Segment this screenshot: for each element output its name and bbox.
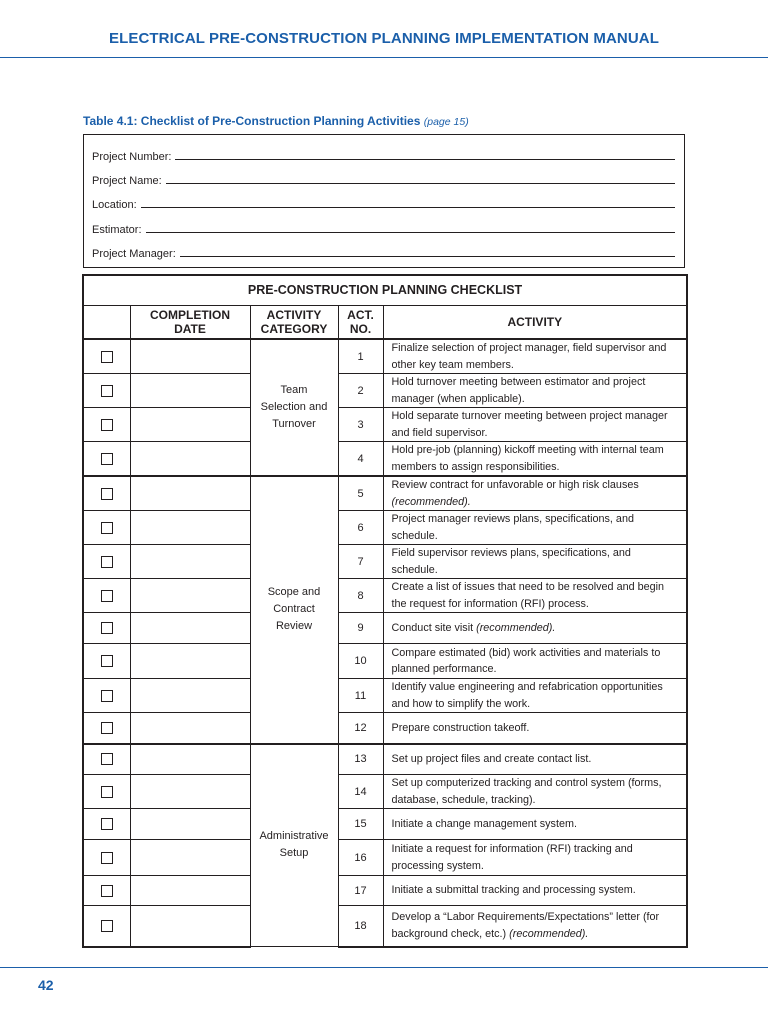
activity-note: (recommended). [391,495,471,508]
checkbox-cell [83,713,130,744]
activity-checkbox[interactable] [101,885,113,897]
checkbox-cell [83,476,130,511]
checkbox-cell [83,876,130,906]
completion-date-cell[interactable] [130,613,250,644]
act-no-header [338,305,383,339]
activity-description-cell [383,374,687,408]
checkbox-cell [83,374,130,408]
checkbox-column-header [83,305,130,339]
activity-category-header-line2: CATEGORY [260,321,328,336]
checkbox-cell [83,579,130,613]
checkbox-cell [83,408,130,442]
activity-number: 12 [338,713,383,744]
checklist-row [83,876,687,906]
checklist-row [83,644,687,679]
activity-number: 16 [338,840,383,876]
table-caption-title: Table 4.1: Checklist of Pre-Construction Planning Activities [83,114,421,128]
checkbox-cell [83,775,130,809]
activity-description: Compare estimated (bid) work activities and materials to planned performance. [391,646,661,675]
project-number-field[interactable] [92,147,675,163]
checklist-row [83,511,687,545]
activity-description-cell [383,644,687,679]
checklist-row [83,679,687,713]
activity-checkbox[interactable] [101,786,113,798]
checkbox-cell [83,613,130,644]
activity-description: Conduct site visit [391,621,474,634]
completion-date-cell[interactable] [130,713,250,744]
checklist-row [83,476,687,511]
completion-date-header [130,305,250,339]
completion-date-cell[interactable] [130,374,250,408]
activity-description-cell [383,876,687,906]
activity-category-line: Turnover [272,418,316,430]
activity-description: Initiate a change management system. [391,817,577,830]
checklist-row [83,713,687,744]
activity-number: 15 [338,809,383,840]
activity-description: Hold separate turnover meeting between project manager and field supervisor. [391,410,668,439]
activity-checkbox[interactable] [101,453,113,465]
location-label: Location: [92,199,137,211]
completion-date-cell[interactable] [130,579,250,613]
checklist-row [83,545,687,579]
completion-date-cell[interactable] [130,840,250,876]
completion-date-cell[interactable] [130,809,250,840]
estimator-field[interactable] [92,220,675,236]
checklist-table [82,274,688,948]
activity-description-cell [383,775,687,809]
checklist-body [83,339,687,947]
project-manager-line[interactable] [180,246,675,257]
activity-number: 8 [338,579,383,613]
activity-description: Initiate a request for information (RFI) tracking and processing system. [391,843,633,872]
activity-description: Set up project files and create contact list. [391,753,592,765]
activity-checkbox[interactable] [101,920,113,932]
activity-checkbox[interactable] [101,385,113,397]
checkbox-cell [83,679,130,713]
checklist-row [83,775,687,809]
checklist-row [83,613,687,644]
checklist-row [83,906,687,947]
activity-number: 18 [338,906,383,947]
checkbox-cell [83,744,130,775]
activity-category-cell [250,476,338,744]
activity-checkbox[interactable] [101,690,113,702]
activity-description: Project manager reviews plans, specifications, and schedule. [391,513,634,542]
footer-rule [0,967,768,968]
activity-header: ACTIVITY [383,305,687,339]
checklist-row [83,744,687,775]
activity-description-cell [383,809,687,840]
activity-checkbox[interactable] [101,655,113,667]
activity-category-line: Review [275,620,313,633]
activity-checkbox[interactable] [101,556,113,568]
running-header: ELECTRICAL PRE-CONSTRUCTION PLANNING IMPLEMENTATION MANUAL [109,30,659,47]
activity-category-cell [250,339,338,476]
activity-checkbox[interactable] [101,351,113,363]
activity-category-line: Administrative [259,830,329,843]
checklist-row [83,374,687,408]
completion-date-cell[interactable] [130,442,250,477]
activity-description-cell [383,744,687,775]
activity-number: 14 [338,775,383,809]
completion-date-cell[interactable] [130,408,250,442]
activity-description: Finalize selection of project manager, field supervisor and other key team members. [391,342,667,371]
activity-description-cell [383,713,687,744]
table-caption [83,114,469,128]
activity-description: Identify value engineering and refabrication opportunities and how to simplify the work. [391,681,663,710]
activity-number: 6 [338,511,383,545]
activity-note: (recommended). [509,927,589,940]
activity-number: 17 [338,876,383,906]
checklist-title: PRE-CONSTRUCTION PLANNING CHECKLIST [83,275,687,305]
activity-number: 1 [338,339,383,374]
activity-category-line: Scope and [267,586,321,599]
activity-checkbox[interactable] [101,622,113,634]
project-number-label: Project Number: [92,151,172,163]
completion-date-cell[interactable] [130,545,250,579]
completion-date-cell[interactable] [130,775,250,809]
activity-description: Prepare construction takeoff. [391,721,530,734]
location-line[interactable] [141,197,675,208]
activity-number: 2 [338,374,383,408]
project-name-line[interactable] [166,173,675,184]
activity-number: 4 [338,442,383,477]
act-no-header-line2: NO. [349,321,372,336]
activity-checkbox[interactable] [101,852,113,864]
activity-category-line: Selection and [260,401,328,413]
estimator-line[interactable] [146,222,675,233]
location-field[interactable] [92,195,675,211]
activity-description: Review contract for unfavorable or high risk clauses [391,479,639,491]
activity-description-cell [383,579,687,613]
activity-description-cell [383,545,687,579]
activity-checkbox[interactable] [101,419,113,431]
activity-number: 9 [338,613,383,644]
completion-date-cell[interactable] [130,744,250,775]
table-caption-page-ref: (page 15) [423,116,469,128]
activity-description-cell [383,408,687,442]
checkbox-cell [83,840,130,876]
checkbox-cell [83,644,130,679]
page-number: 42 [38,977,54,993]
completion-date-cell[interactable] [130,876,250,906]
activity-description-cell [383,679,687,713]
completion-date-cell[interactable] [130,476,250,511]
estimator-label: Estimator: [92,224,142,236]
activity-note: (recommended). [476,621,556,634]
project-number-line[interactable] [175,149,675,160]
activity-number: 11 [338,679,383,713]
project-manager-field[interactable] [92,244,675,260]
activity-category-line: Setup [279,847,309,860]
completion-date-cell[interactable] [130,679,250,713]
activity-checkbox[interactable] [101,722,113,734]
header-rule [0,57,768,58]
activity-checkbox[interactable] [101,488,113,500]
project-manager-label: Project Manager: [92,248,176,260]
activity-description: Create a list of issues that need to be resolved and begin the request for information (RFI) process. [391,581,664,610]
activity-number: 5 [338,476,383,511]
completion-date-header-line2: DATE [174,321,206,336]
completion-date-cell[interactable] [130,906,250,947]
activity-category-cell [250,744,338,947]
completion-date-cell[interactable] [130,644,250,679]
activity-description-cell [383,476,687,511]
activity-number: 3 [338,408,383,442]
checklist-row [83,339,687,374]
activity-checkbox[interactable] [101,818,113,830]
activity-description: Initiate a submittal tracking and processing system. [391,884,636,897]
activity-category-line: Team [280,384,308,396]
activity-description: Hold pre-job (planning) kickoff meeting with internal team members to assign responsibilities. [391,444,664,473]
completion-date-cell[interactable] [130,339,250,374]
activity-description-cell [383,906,687,947]
activity-description: Hold turnover meeting between estimator and project manager (when applicable). [391,376,646,405]
activity-description-cell [383,840,687,876]
act-no-header-line1: ACT. [347,307,374,322]
activity-description: Set up computerized tracking and control system (forms, database, schedule, tracking). [391,777,662,806]
checkbox-cell [83,906,130,947]
checkbox-cell [83,442,130,477]
activity-category-header [250,305,338,339]
activity-category-header-line1: ACTIVITY [266,307,322,322]
checklist-row [83,840,687,876]
checklist-row [83,442,687,477]
project-name-label: Project Name: [92,175,162,187]
activity-number: 7 [338,545,383,579]
activity-description-cell [383,339,687,374]
completion-date-header-line1: COMPLETION [150,307,230,322]
checkbox-cell [83,511,130,545]
activity-checkbox[interactable] [101,590,113,602]
project-info-box [83,134,685,268]
activity-description-cell [383,442,687,477]
activity-category-line: Contract [273,603,315,616]
activity-number: 13 [338,744,383,775]
checkbox-cell [83,339,130,374]
activity-number: 10 [338,644,383,679]
checkbox-cell [83,545,130,579]
checkbox-cell [83,809,130,840]
checklist-row [83,579,687,613]
activity-description-cell [383,511,687,545]
checklist-row [83,408,687,442]
activity-checkbox[interactable] [101,753,113,765]
checklist-row [83,809,687,840]
activity-description: Develop a “Labor Requirements/Expectations” letter (for background check, etc.) [391,911,660,940]
project-name-field[interactable] [92,171,675,187]
activity-checkbox[interactable] [101,522,113,534]
activity-description: Field supervisor reviews plans, specifications, and schedule. [391,547,631,576]
completion-date-cell[interactable] [130,511,250,545]
activity-description-cell [383,613,687,644]
